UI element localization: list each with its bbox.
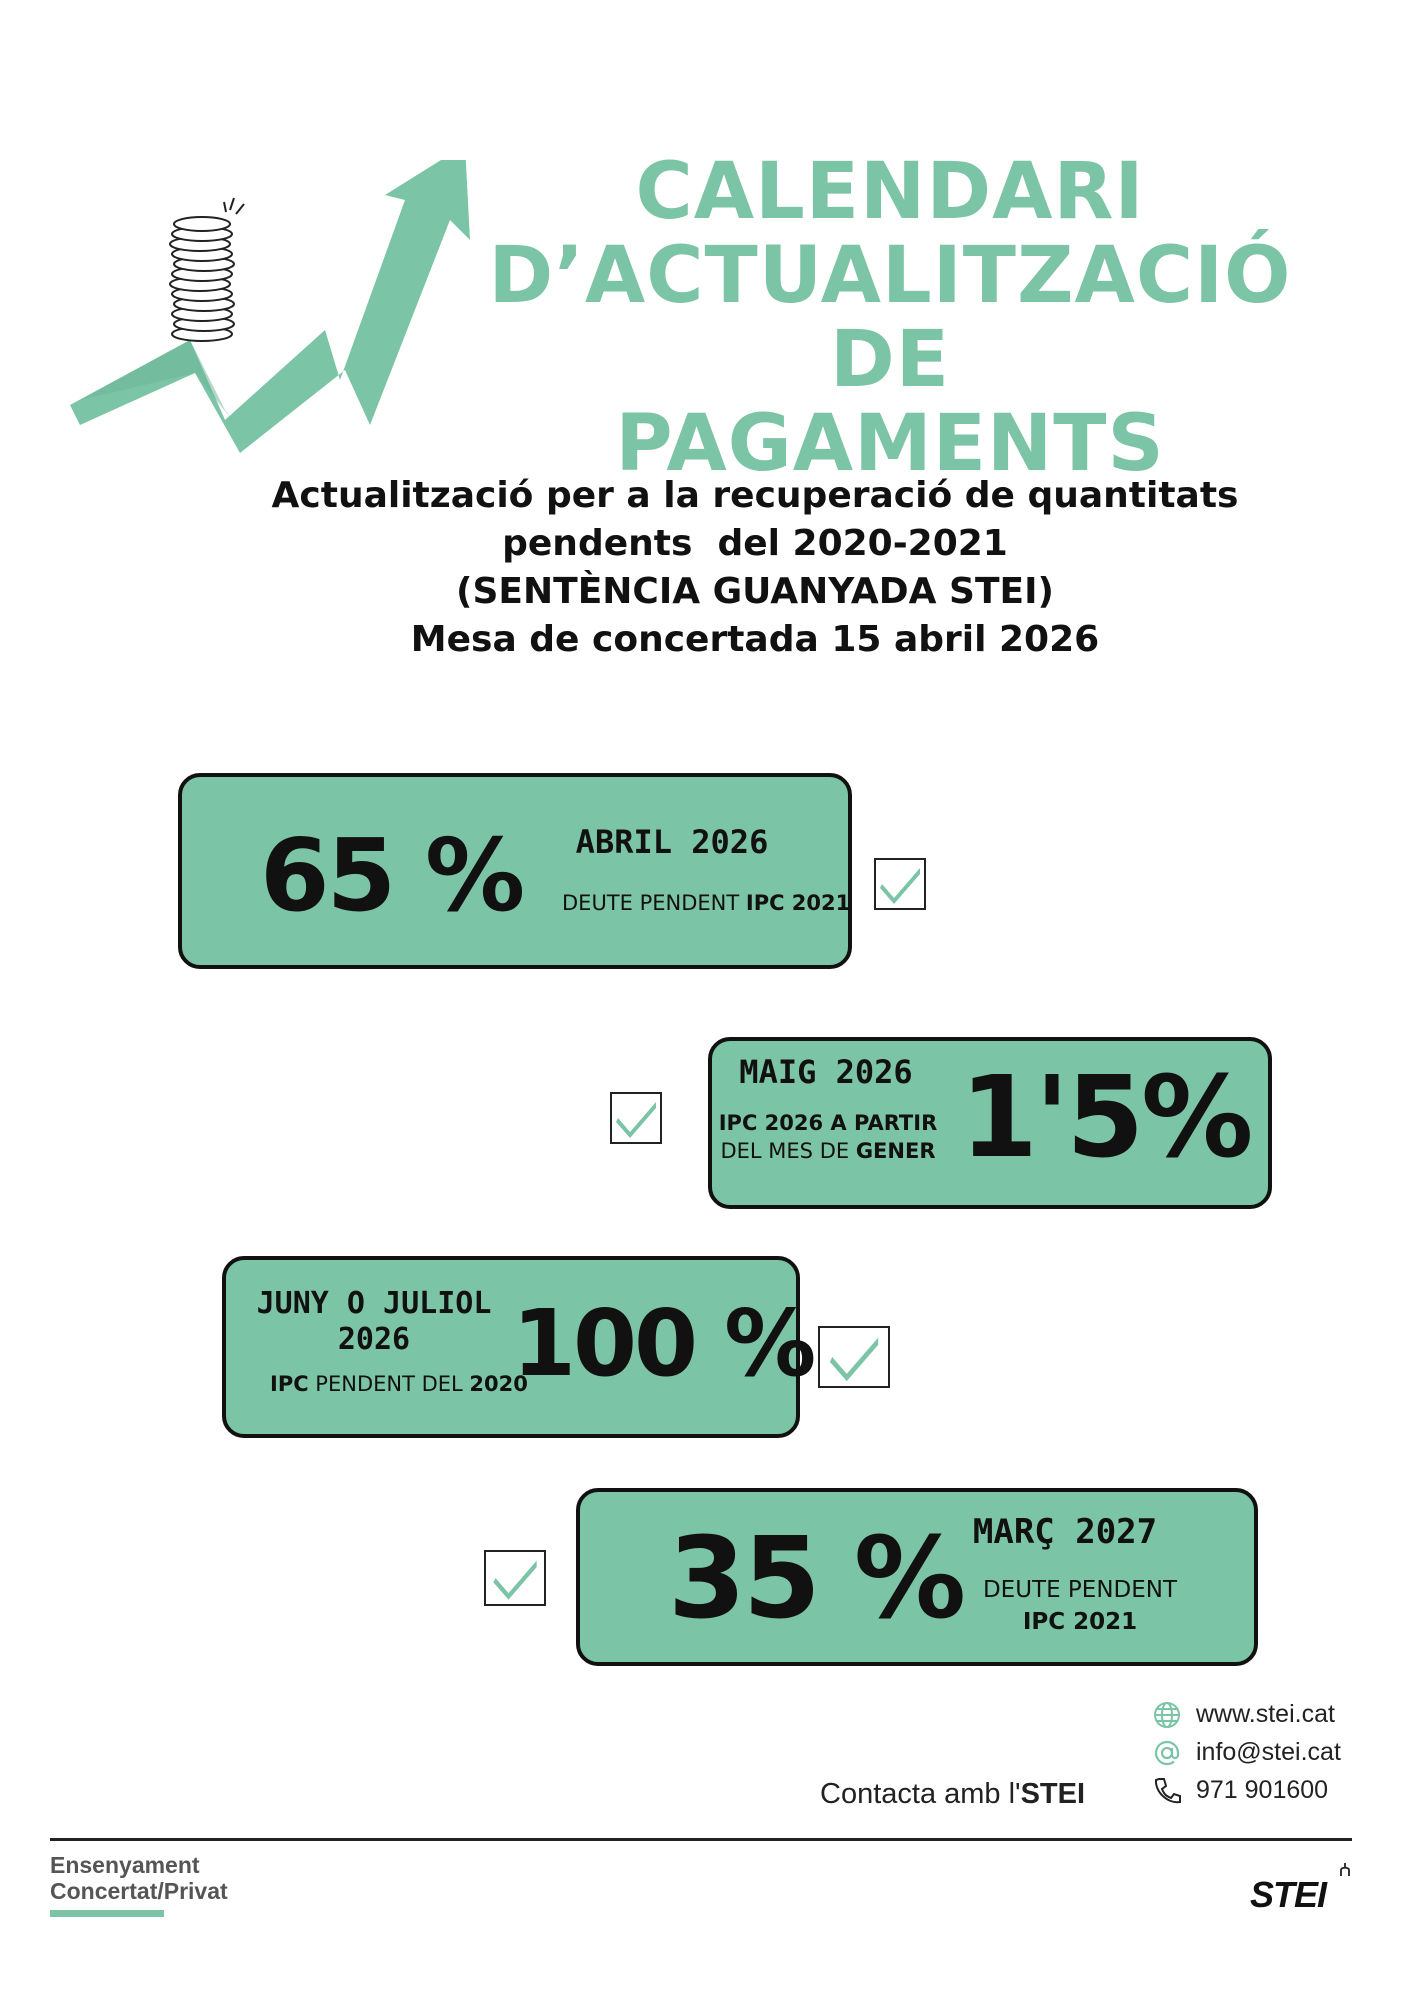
subtitle-line-1: Actualització per a la recuperació de quantitats: [271, 475, 1239, 516]
payment-card-june-july-2026: [222, 1256, 814, 1438]
payment-description: [562, 889, 851, 917]
footer-section-label: [50, 1852, 228, 1904]
footer-line-1: Ensenyament: [50, 1852, 200, 1878]
subtitle-line-2: pendents del 2020-2021: [502, 523, 1008, 564]
checkbox-checked-1: [874, 858, 926, 910]
phone-text: 971 901600: [1196, 1776, 1329, 1804]
coin-stack-icon: [168, 196, 258, 346]
footer-divider: [50, 1838, 1352, 1841]
contact-label: Contacta amb l'STEI: [820, 1778, 1086, 1810]
payment-description: [718, 1109, 938, 1165]
page-title: [430, 147, 1350, 489]
phone-icon: [1152, 1776, 1182, 1806]
date-line-1: JUNY O JULIOL: [256, 1286, 492, 1321]
logo-mark-icon: [1338, 1862, 1352, 1878]
subtitle: [170, 472, 1340, 664]
payment-date: ABRIL 2026: [575, 823, 769, 861]
percent-value: 35 %: [668, 1514, 964, 1644]
email-text: info@stei.cat: [1196, 1738, 1341, 1766]
percent-value: 100 %: [512, 1290, 814, 1397]
footer-line-2: Concertat/Privat: [50, 1878, 228, 1904]
title-line-3: PAGAMENTS: [615, 399, 1165, 489]
desc-line-1: IPC 2026 A PARTIR: [718, 1111, 938, 1135]
payment-card-may-2026: [708, 1037, 1272, 1209]
checkmark-icon: [820, 1328, 888, 1386]
at-icon: [1152, 1738, 1182, 1768]
payment-description: IPC PENDENT DEL 2020: [270, 1372, 528, 1396]
percent-value: 65 %: [260, 817, 523, 934]
logo-text: STEI: [1250, 1874, 1327, 1915]
checkbox-checked-3: [818, 1326, 890, 1388]
checkbox-checked-2: [610, 1092, 662, 1144]
title-line-2: D’ACTUALITZACIÓ DE: [488, 231, 1292, 405]
payment-card-march-2027: [576, 1488, 1258, 1666]
title-line-1: CALENDARI: [635, 147, 1145, 237]
stei-logo: [1250, 1862, 1360, 1915]
payment-date: MARÇ 2027: [972, 1512, 1158, 1552]
rising-arrow-icon: [70, 160, 490, 460]
checkmark-icon: [486, 1552, 544, 1604]
payment-card-april-2026: [178, 773, 852, 969]
checkbox-checked-4: [484, 1550, 546, 1606]
date-line-2: 2026: [337, 1322, 411, 1357]
percent-value: 1'5%: [960, 1053, 1251, 1183]
payment-description: DEUTE PENDENT IPC 2021: [982, 1577, 1178, 1635]
desc-line-2: DEL MES DE GENER: [720, 1139, 936, 1163]
web-text: www.stei.cat: [1196, 1700, 1335, 1728]
checkmark-icon: [612, 1094, 660, 1142]
footer-accent-bar: [50, 1910, 164, 1917]
subtitle-line-3: (SENTÈNCIA GUANYADA STEI): [456, 571, 1054, 612]
desc-part-b: IPC 2021: [745, 891, 851, 915]
payment-date: MAIG 2026: [739, 1053, 913, 1091]
desc-part-a: DEUTE PENDENT: [562, 891, 746, 915]
subtitle-line-4: Mesa de concertada 15 abril 2026: [410, 619, 1100, 660]
checkmark-icon: [876, 860, 924, 908]
payment-date: [254, 1286, 494, 1358]
globe-icon: [1152, 1700, 1182, 1730]
